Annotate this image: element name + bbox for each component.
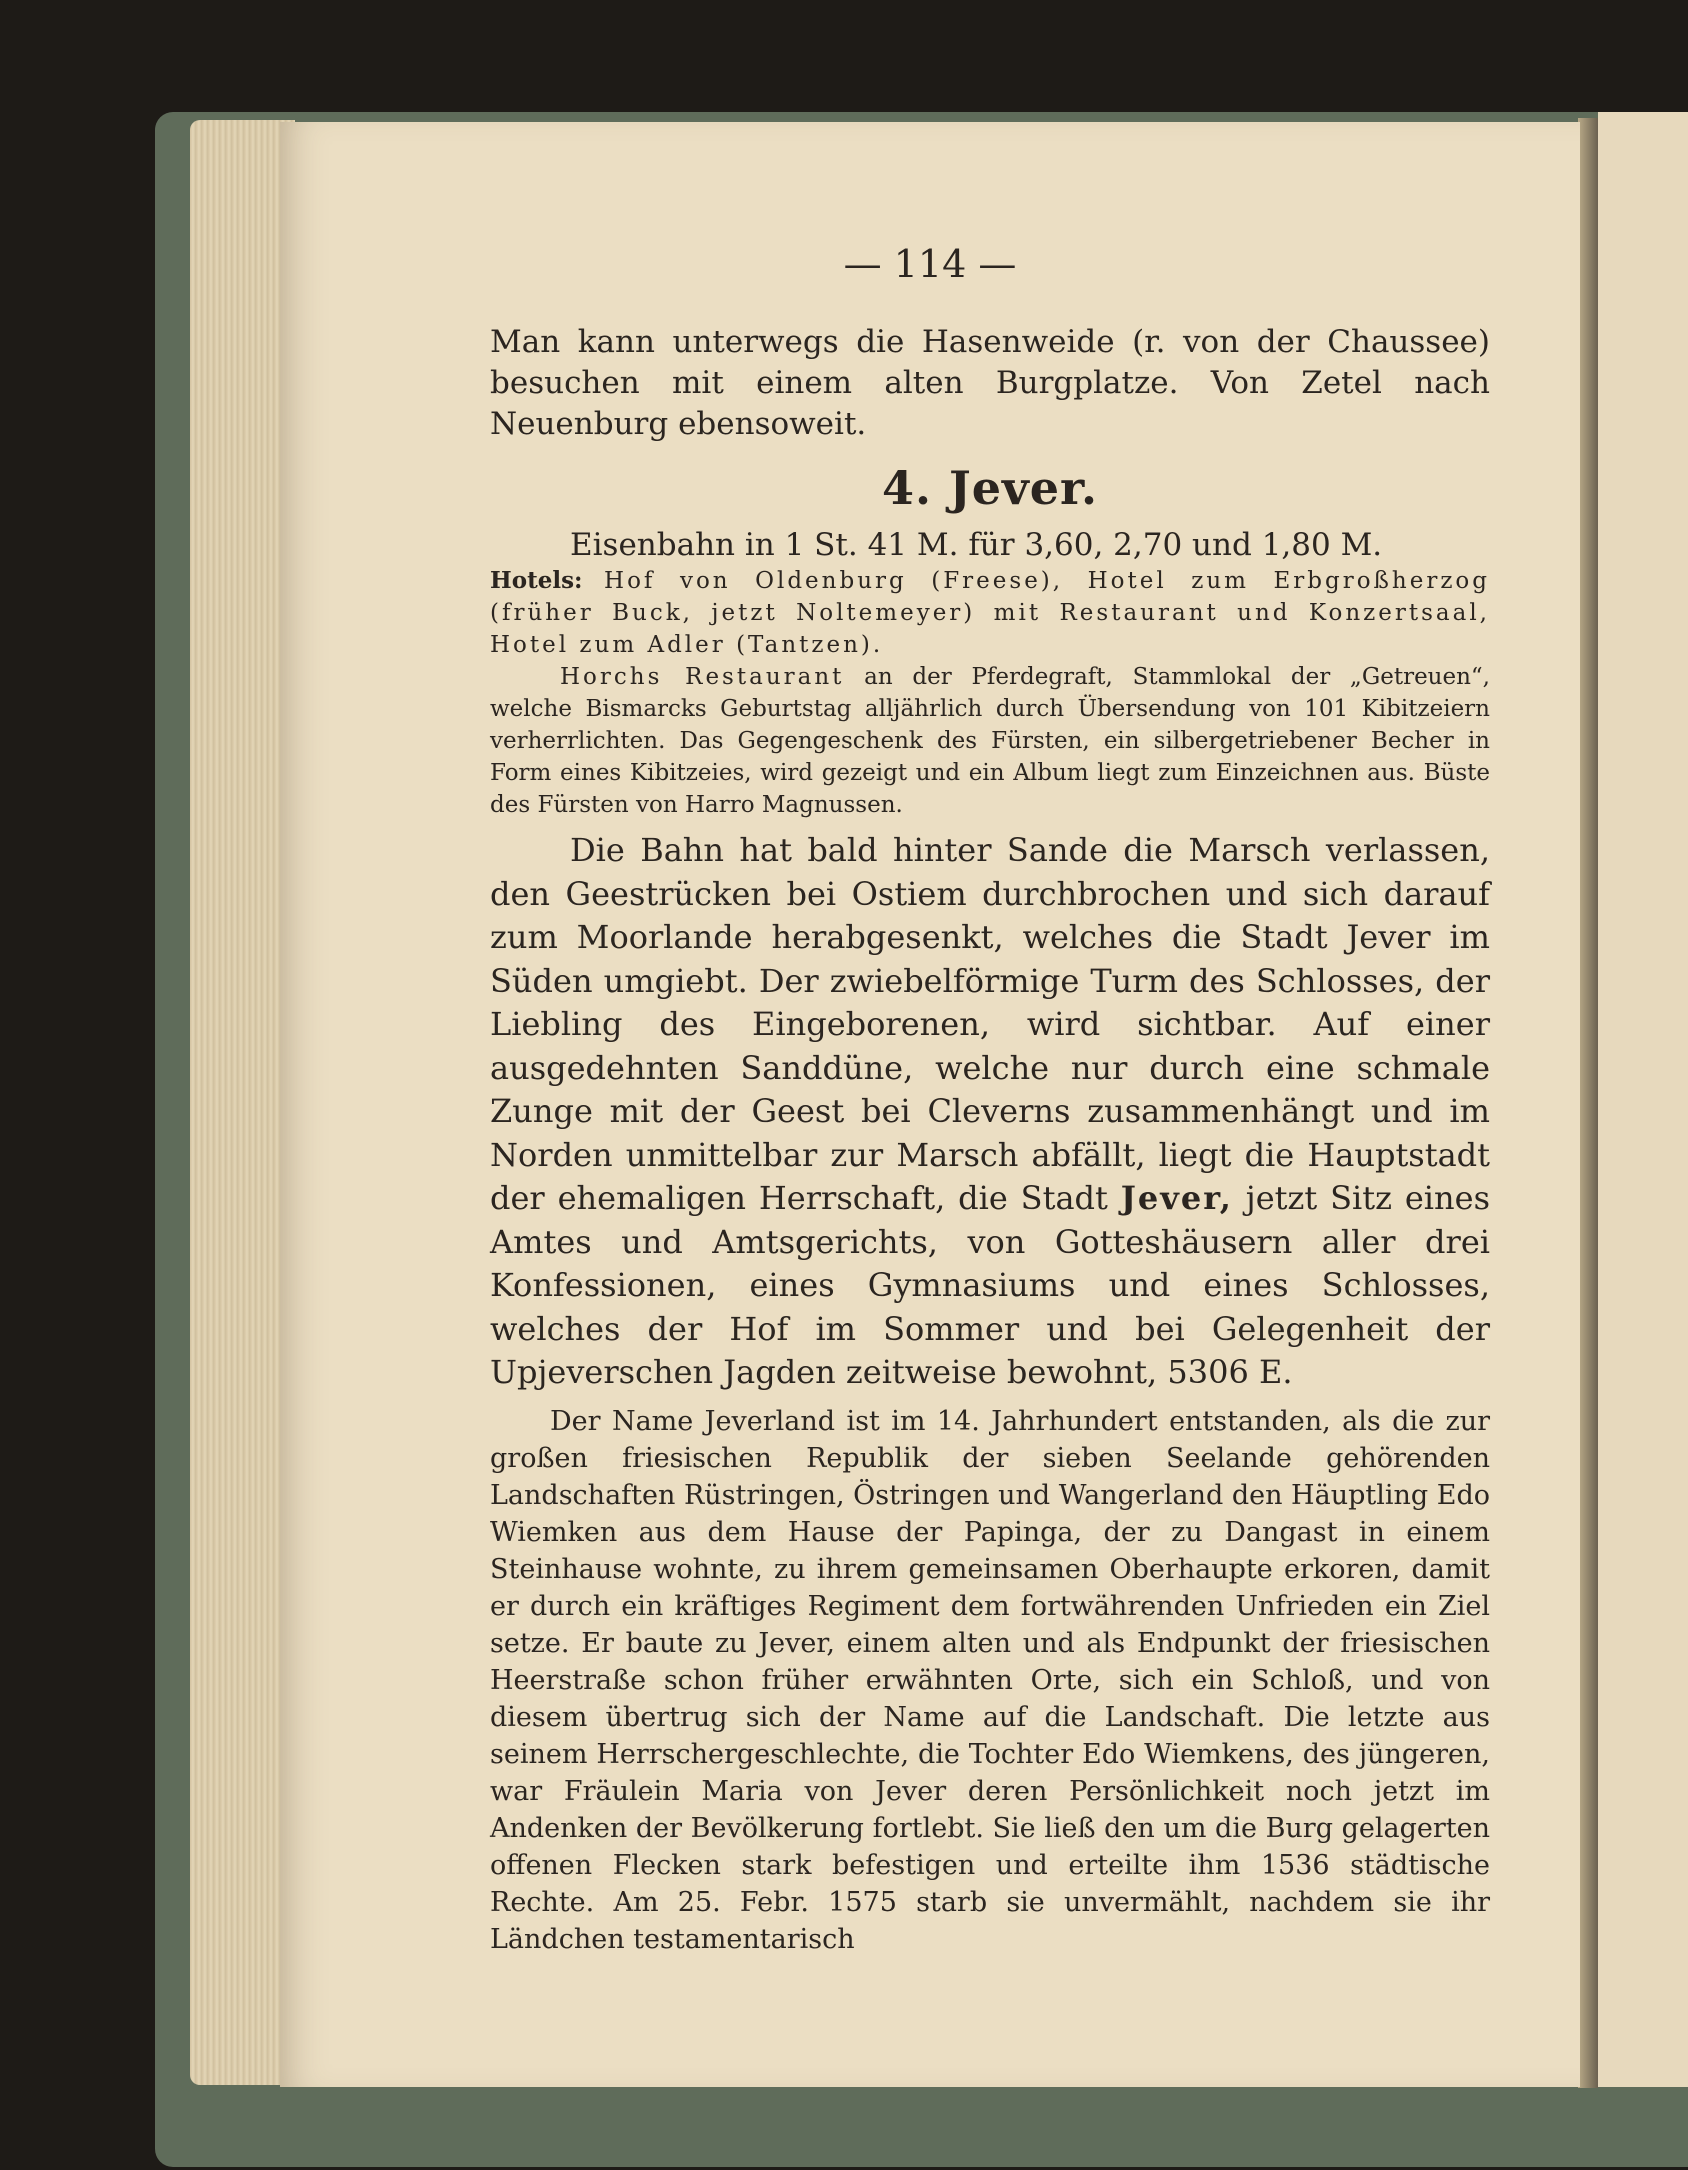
railway-info: Eisenbahn in 1 St. 41 M. für 3,60, 2,70 und 1,80 M.: [570, 527, 1383, 563]
page-content: [490, 322, 1490, 1958]
history-paragraph: Der Name Jeverland ist im 14. Jahrhundert entstanden, als die zur großen friesischen Republik der sieben Seelande gehörenden Landschaften Rüstringen, Östringen und Wangerland den Häuptling Edo Wiemken aus dem Hause der Papinga, der zu Dangast in einem Steinhause wohnte, zu ihrem gemeinsamen Oberhaupte erkoren, damit er durch ein kräftiges Regiment dem fortwährenden Unfrieden ein Ziel setze. Er baute zu Jever, einem alten und als Endpunkt der friesischen Heerstraße schon früher erwähnten Orte, sich ein Schloß, und von diesem übertrug sich der Name auf die Landschaft. Die letzte aus seinem Herrschergeschlechte, die Tochter Edo Wiemkens, des jüngeren, war Fräulein Maria von Jever deren Persönlichkeit noch jetzt im Andenken der Bevölkerung fortlebt. Sie ließ den um die Burg gelagerten offenen Flecken stark befestigen und erteilte ihm 1536 städtische Rechte. Am 25. Febr. 1575 starb sie unvermählt, nachdem sie ihr Ländchen testamentarisch: [490, 1405, 1491, 1955]
hotels-text: Hof von Oldenburg (Freese), Hotel zum Erbgroßherzog (früher Buck, jetzt Noltemeyer) mit Restaurant und Konzertsaal, Hotel zum Adler (Tantzen).: [490, 568, 1491, 658]
restaurant-name: Horchs Restaurant: [560, 664, 845, 690]
hotels-paragraph: [490, 565, 1490, 661]
city-name: Jever,: [1120, 1179, 1233, 1217]
main-text-part1: Die Bahn hat bald hinter Sande die Marsch verlassen, den Geestrücken bei Ostiem durchbrochen und sich darauf zum Moorlande herabgesenkt, welches die Stadt Jever im Süden umgiebt. Der zwiebelförmige Turm des Schlosses, der Liebling des Eingeborenen, wird sichtbar. Auf einer ausgedehnten Sanddüne, welche nur durch eine schmale Zunge mit der Geest bei Cleverns zusammenhängt und im Norden unmittelbar zur Marsch abfällt, liegt die Hauptstadt der ehemaligen Herrschaft, die Stadt: [490, 831, 1490, 1217]
restaurant-paragraph: [490, 661, 1490, 821]
section-title: 4. Jever.: [881, 461, 1099, 515]
book-page: [280, 122, 1580, 2087]
hotels-label: Hotels:: [490, 567, 583, 594]
main-text-part2: jetzt Sitz eines Amtes und Amtsgerichts, von Gotteshäusern aller drei Konfessionen, eines Gymnasiums und eines Schlosses, welches der Hof im Sommer und bei Gelegenheit der Upjeverschen Jagden zeitweise bewohnt, 5306 E.: [490, 1179, 1491, 1391]
page-number: — 114 —: [843, 242, 1017, 286]
main-paragraph: [490, 829, 1490, 1395]
restaurant-text: an der Pferdegraft, Stammlokal der „Getreuen“, welche Bismarcks Geburtstag alljährlich durch Übersendung von 101 Kibitzeiern verherrlichten. Das Gegengeschenk des Fürsten, ein silbergetriebener Becher in Form eines Kibitzeies, wird gezeigt und ein Album liegt zum Einzeichnen aus. Büste des Fürsten von Harro Magnussen.: [490, 664, 1490, 818]
intro-paragraph: Man kann unterwegs die Hasenweide (r. von der Chaussee) besuchen mit einem alten Burgplatze. Von Zetel nach Neuenburg ebensoweit.: [490, 324, 1490, 442]
book-gutter: [1578, 118, 1598, 2088]
facing-page-edge: [1598, 112, 1688, 2087]
